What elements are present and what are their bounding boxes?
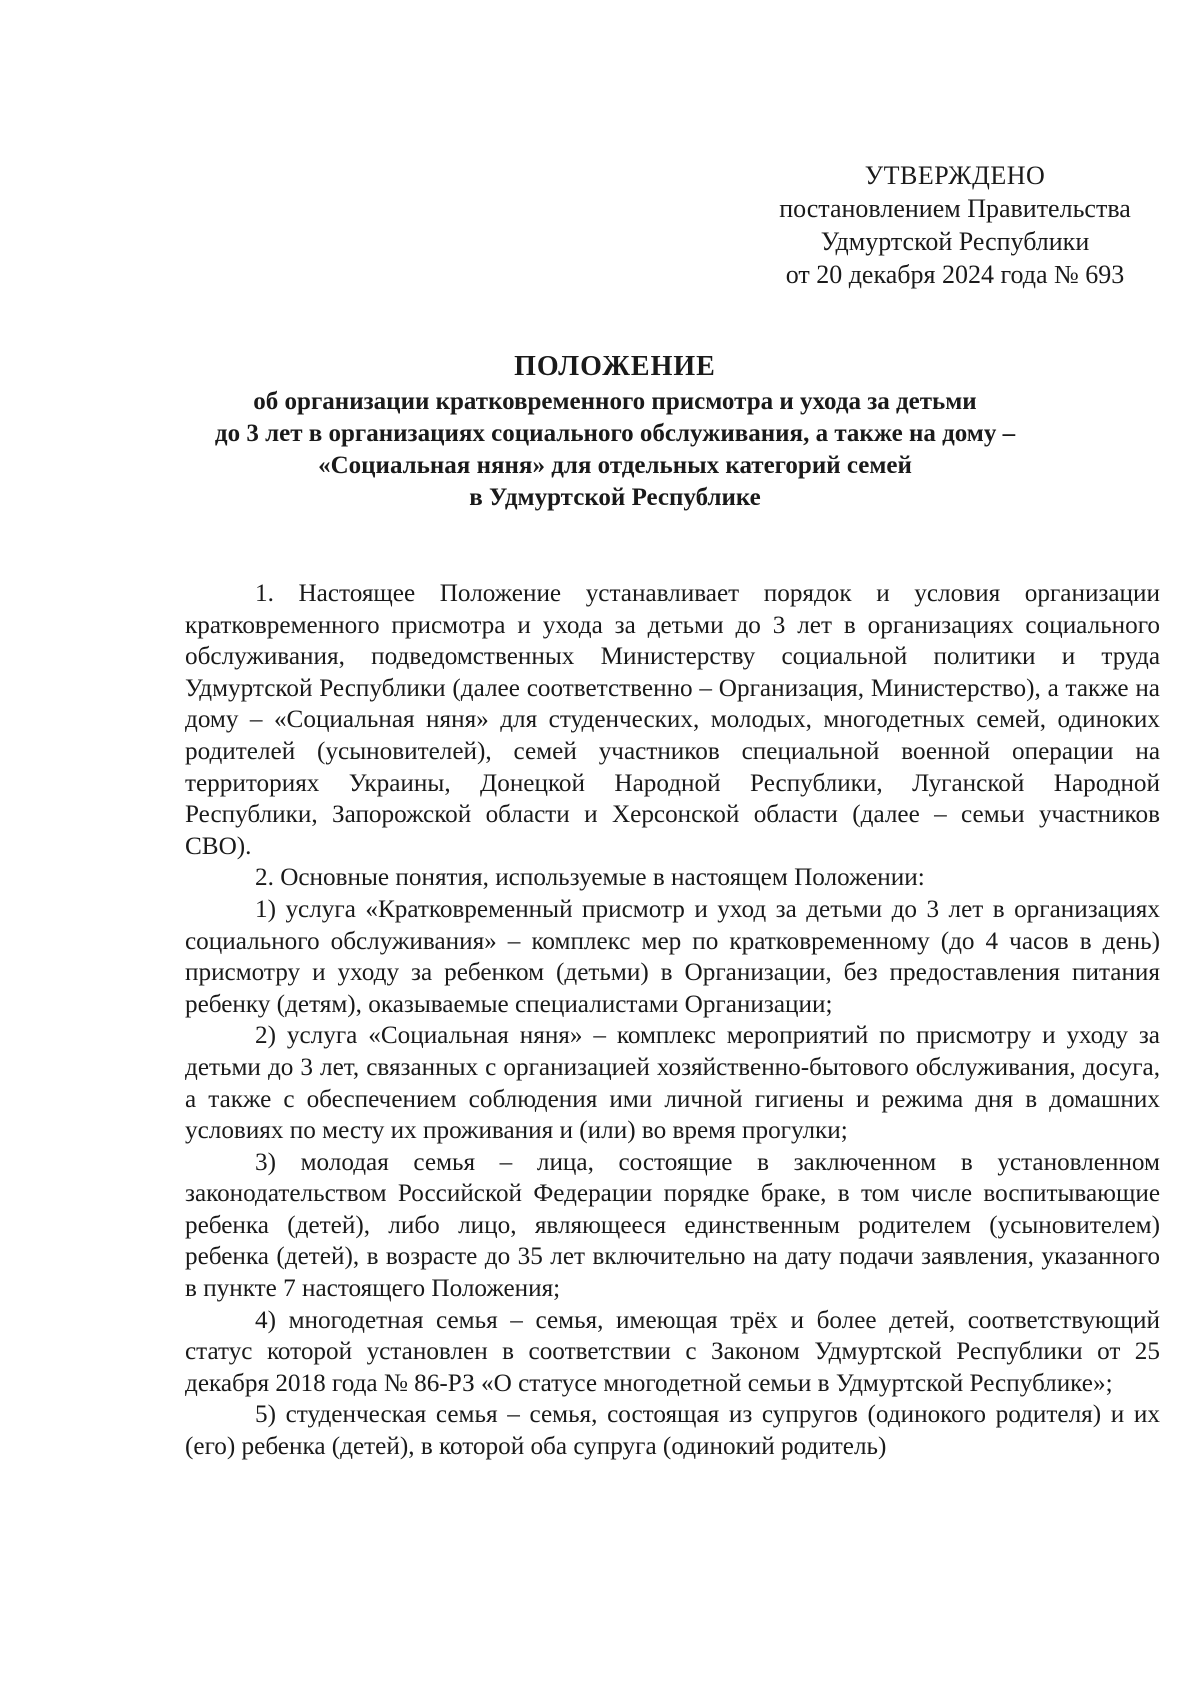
subparagraph-2-1: 1) услуга «Кратковременный присмотр и уход за детьми до 3 лет в организациях социального обслуживания» – комплекс мер по кратковременному (до 4 часов в день) присмотру и уходу за ребенком (детьми) в Организации, без предоставления питания ребенку (детям), оказываемые специалистами Организации; [185, 895, 1160, 1018]
approval-heading: УТВЕРЖДЕНО [864, 161, 1046, 190]
document-title [190, 350, 1040, 514]
approval-line: постановлением Правительства [779, 194, 1131, 223]
paragraph-1: 1. Настоящее Положение устанавливает порядок и условия организации кратковременного присмотра и ухода за детьми до 3 лет в организациях социального обслуживания, подведомственных Министерству социальной политики и труда Удмуртской Республики (далее соответственно – Организация, Министерство), а также на дому – «Социальная няня» для студенческих, молодых, многодетных семей, одиноких родителей (усыновителей), семей участников специальной военной операции на территориях Украины, Донецкой Народной Республики, Луганской Народной Республики, Запорожской области и Херсонской области (далее – семьи участников СВО). [185, 580, 1160, 860]
subparagraph-2-5: 5) студенческая семья – семья, состоящая из супругов (одинокого родителя) и их (его) ребенка (детей), в которой оба супруга (одинокий родитель) [185, 1401, 1160, 1461]
subparagraph-2-2: 2) услуга «Социальная няня» – комплекс мероприятий по присмотру и уходу за детьми до 3 лет, связанных с организацией хозяйственно-бытового обслуживания, досуга, а также с обеспечением соблюдения ими личной гигиены и режима дня в домашних условиях по месту их проживания и (или) во время прогулки; [185, 1022, 1160, 1145]
approval-date-number: от 20 декабря 2024 года № 693 [785, 260, 1125, 289]
title-line: об организации кратковременного присмотра и ухода за детьми [253, 388, 977, 415]
title-heading: ПОЛОЖЕНИЕ [514, 351, 716, 382]
paragraph-2: 2. Основные понятия, используемые в настоящем Положении: [255, 864, 925, 892]
approval-line: Удмуртской Республики [820, 227, 1090, 256]
subparagraph-2-4: 4) многодетная семья – семья, имеющая трёх и более детей, соответствующий статус которой установлен в соответствии с Законом Удмуртской Республики от 25 декабря 2018 года № 86-РЗ «О статусе многодетной семьи в Удмуртской Республике»; [185, 1306, 1160, 1397]
document-body [185, 578, 1160, 1463]
title-line: в Удмуртской Республике [469, 484, 761, 511]
title-line: до 3 лет в организациях социального обслуживания, а также на дому – [214, 420, 1016, 447]
title-line: «Социальная няня» для отдельных категорий семей [318, 452, 912, 479]
subparagraph-2-3: 3) молодая семья – лица, состоящие в заключенном в установленном законодательством Российской Федерации порядке браке, в том числе воспитывающие ребенка (детей), либо лицо, являющееся единственным родителем (усыновителем) ребенка (детей), в возрасте до 35 лет включительно на дату подачи заявления, указанного в пункте 7 настоящего Положения; [185, 1148, 1160, 1303]
